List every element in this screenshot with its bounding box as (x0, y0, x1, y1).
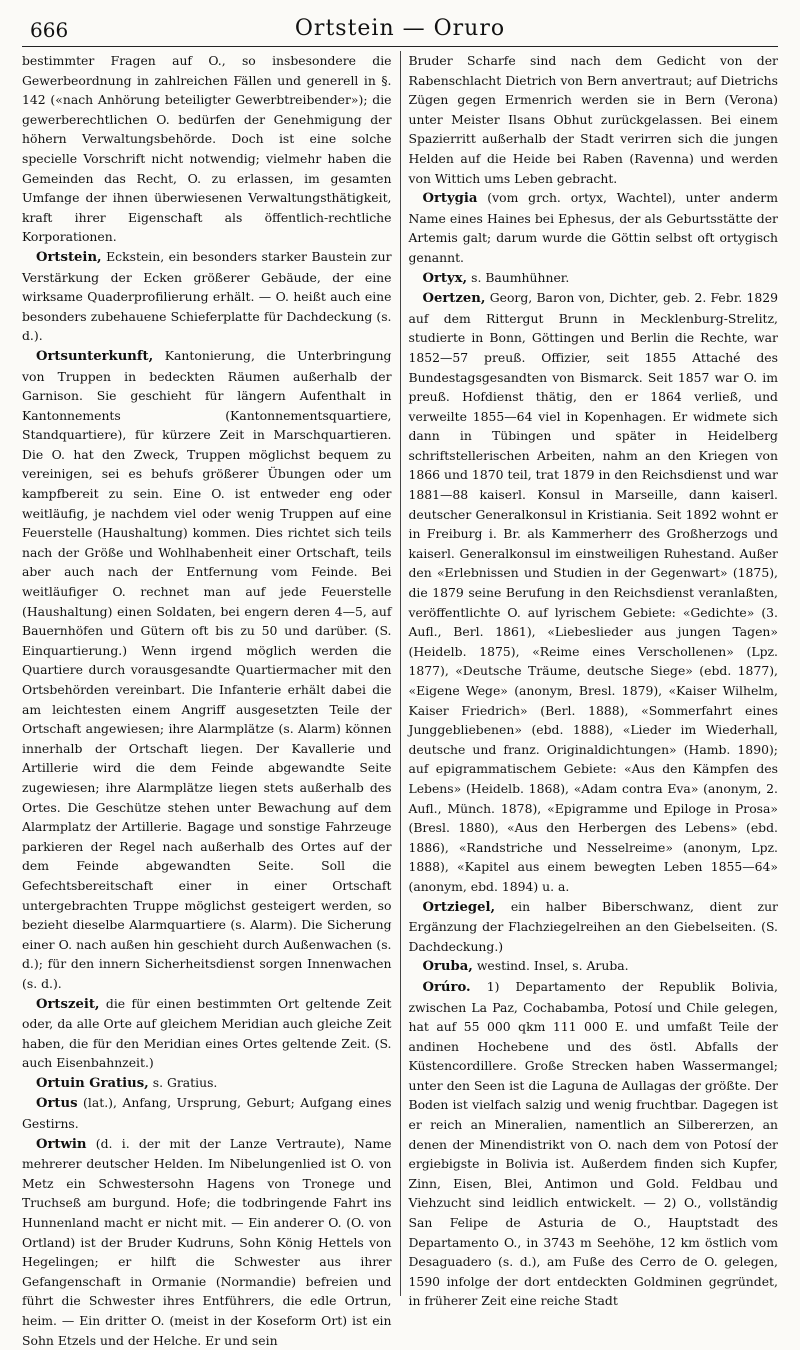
entry-text: Kantonierung, die Unterbringung von Truppen in bedeckten Räumen außerhalb der Garnison. Sie geschieht für längern Aufenthalt in Kantonnements (Kantonnementsquartiere, Standquartiere), für kürzere Zeit in Marschquartieren. Die O. hat den Zweck, Truppen möglichst bequem zu vereinigen, sei es behufs größerer Übungen oder um kampfbereit zu sein. Eine O. ist entweder eng oder weitläufig, je nachdem viel oder wenig Truppen auf eine Feuerstelle (Haushaltung) kommen. Dies richtet sich teils nach der Größe und Wohlhabenheit einer Ortschaft, teils aber auch nach der Entfernung vom Feinde. Bei weitläufiger O. rechnet man auf jede Feuerstelle (Haushaltung) einen Soldaten, bei engern deren 4—5, auf Bauernhöfen und Gütern oft bis zu 50 und darüber. (S. Einquartierung.) Wenn irgend möglich werden die Quartiere durch vorausgesandte Quartiermacher mit den Ortsbehörden vereinbart. Die Infanterie erhält dabei die am leichtesten einem Angriff ausgesetzten Teile der Ortschaft angewiesen; ihre Alarmplätze (s. Alarm) können innerhalb der Ortschaft liegen. Der Kavallerie und Artillerie wird die dem Feinde abgewandte Seite zugewiesen; ihre Alarmplätze liegen stets außerhalb des Ortes. Die Geschütze stehen unter Bewachung auf dem Alarmplatz der Artillerie. Bagage und sonstige Fahrzeuge parkieren der Regel nach außerhalb des Ortes auf der dem Feinde abgewandten Seite. Soll die Gefechtsbereitschaft einer in einer Ortschaft untergebrachten Truppe möglichst gesteigert werden, so bezieht dieselbe Alarmquartiere (s. Alarm). Die Sicherung einer O. nach außen hin geschieht durch Außenwachen (s. d.); für den innern Sicherheitsdienst sorgen Innenwachen (s. d.). (22, 347, 392, 991)
entry-text: Bruder Scharfe sind nach dem Gedicht von der Rabenschlacht Dietrich von Bern anvertraut; auf Dietrichs Zügen gegen Ermenrich werden sie in Bern (Verona) unter Meister Ilsans Obhut zurückgelassen. Bei einem Spazierritt außerhalb der Stadt verirren sich die jungen Helden auf die Heide bei Raben (Ravenna) und werden von Wittich ums Leben gebracht. (408, 53, 778, 186)
dictionary-entry (408, 288, 778, 896)
entry-text: die für einen bestimmten Ort geltende Zeit oder, da alle Orte auf gleichem Meridian auch gleiche Zeit haben, die für den Meridian eines Ortes geltende Zeit. (S. auch Eisenbahnzeit.) (22, 995, 392, 1071)
entry-text: bestimmter Fragen auf O., so insbesondere die Gewerbeordnung in zahlreichen Fällen und generell in §. 142 («nach Anhörung beteiligter Gewerbtreibender»); die gewerberechtlichen O. bedürfen der Genehmigung der höhern Verwaltungsbehörde. Doch ist eine solche specielle Vorschrift nicht notwendig; vielmehr haben die Gemeinden das Recht, O. zu erlassen, im gesamten Umfange der ihnen überwiesenen Verwaltungsthätigkeit, kraft ihrer Eigenschaft als öffentlich-rechtliche Korporationen. (22, 53, 392, 245)
dictionary-entry (22, 1093, 392, 1133)
entry-text: westind. Insel, s. Aruba. (472, 958, 629, 974)
entry-headword: Ortuin Gratius, (36, 1075, 149, 1091)
left-column (22, 51, 392, 1348)
entry-headword: Ortyx, (422, 270, 468, 286)
dictionary-entry (22, 994, 392, 1073)
entry-headword: Ortus (36, 1096, 78, 1112)
entry-headword: Orúro. (422, 979, 471, 995)
dictionary-entry (408, 268, 778, 289)
entry-text: Eckstein, ein besonders starker Baustein zur Verstärkung der Ecken größerer Gebäude, der eine wirksame Quaderprofilierung erhält. — O. heißt auch eine besonders zubehauene Schieferplatte für Dachdeckung (s. d.). (22, 248, 392, 344)
entry-headword: Oertzen, (422, 291, 486, 307)
entry-headword: Ortsunterkunft, (36, 348, 154, 364)
dictionary-entry (22, 1073, 392, 1094)
dictionary-entry (408, 977, 778, 1311)
dictionary-entry (22, 51, 392, 247)
entry-headword: Ortwin (36, 1136, 87, 1152)
entry-text: 1) Departamento der Republik Bolivia, zwischen La Paz, Cochabamba, Potosí und Chile gelegen, hat auf 55 000 qkm 111 000 E. und umfaßt Teile der andinen Hochebene und des östl. Abfalls der Küstencordillere. Große Strecken haben Wassermangel; unter den Seen ist die Laguna de Aullagas der größte. Der Boden ist vielfach salzig und wenig fruchtbar. Dagegen ist er reich an Mineralien, namentlich an Silbererzen, an denen der Minendistrikt von O. nach dem von Potosí der ergiebigste in Bolivia ist. Außerdem finden sich Kupfer, Zinn, Eisen, Blei, Antimon und Gold. Feldbau und Viehzucht sind leidlich entwickelt. — 2) O., vollständig San Felipe de Asturia de O., Hauptstadt des Departamento O., in 3743 m Seehöhe, 12 km östlich vom Desaguadero (s. d.), am Fuße des Cerro de O. gelegen, 1590 infolge der dort entdeckten Goldminen gegründet, in früherer Zeit eine reiche Stadt (408, 978, 778, 1309)
entry-headword: Ortstein, (36, 249, 102, 265)
running-title: Ortstein — Oruro (294, 16, 506, 41)
entry-text: (lat.), Anfang, Ursprung, Geburt; Aufgang eines Gestirns. (22, 1095, 392, 1132)
text-columns (22, 51, 778, 1348)
page-header (22, 10, 778, 47)
entry-headword: Ortziegel, (422, 899, 496, 915)
right-column (408, 51, 778, 1309)
dictionary-entry (408, 51, 778, 188)
dictionary-entry (22, 346, 392, 994)
entry-text: ein halber Biberschwanz, dient zur Ergänzung der Flachziegelreihen an den Giebelseiten. (S. Dachdeckung.) (408, 898, 778, 954)
dictionary-entry (408, 897, 778, 957)
dictionary-entry (22, 247, 392, 346)
entry-text: (d. i. der mit der Lanze Vertraute), Name mehrerer deutscher Helden. Im Nibelungenlied ist O. von Metz ein Schwestersohn Hagens von Tronege und Truchseß am burgund. Hofe; die todbringende Fahrt ins Hunnenland macht er nicht mit. — Ein anderer O. (O. von Ortland) ist der Bruder Kudruns, Sohn König Hettels von Hegelingen; er hilft die Schwester aus ihrer Gefangenschaft in Ormanie (Normandie) befreien und führt die Schwester ihres Entführers, die edle Ortrun, heim. — Ein dritter O. (meist in der Koseform Ort) ist ein Sohn Etzels und der Helche. Er und sein (22, 1135, 392, 1348)
dictionary-entry (22, 1134, 392, 1350)
entry-text: s. Gratius. (148, 1074, 218, 1090)
entry-headword: Oruba, (422, 959, 473, 975)
column-divider (400, 51, 401, 1296)
entry-text: (vom grch. ortyx, Wachtel), unter anderm Name eines Haines bei Ephesus, der als Geburtsstätte der Artemis galt; darum wurde die Göttin selbst oft ortygisch genannt. (408, 190, 778, 265)
page-number: 666 (30, 18, 69, 42)
entry-text: s. Baumhühner. (467, 269, 570, 285)
entry-headword: Ortygia (422, 191, 478, 207)
dictionary-entry (408, 188, 778, 267)
entry-headword: Ortszeit, (36, 996, 100, 1012)
dictionary-entry (408, 956, 778, 977)
entry-text: Georg, Baron von, Dichter, geb. 2. Febr. 1829 auf dem Rittergut Brunn in Mecklenburg-Strelitz, studierte in Bonn, Göttingen und Berlin die Rechte, war 1852—57 preuß. Offizier, seit 1855 Attaché des Bundestagsgesandten von Bismarck. Seit 1857 war O. im preuß. Hofdienst thätig, den er 1864 verließ, und verweilte 1855—64 viel in Kopenhagen. Er widmete sich dann in Tübingen und später in Heidelberg schriftstellerischen Arbeiten, nahm an den Kriegen von 1866 und 1870 teil, trat 1879 in den Reichsdienst und war 1881—88 kaiserl. Konsul in Marseille, dann kaiserl. deutscher Generalkonsul in Kristiania. Seit 1892 wohnt er in Freiburg i. Br. als Kammerherr des Großherzogs und kaiserl. Generalkonsul im einstweiligen Ruhestand. Außer den «Erlebnissen und Studien in der Gegenwart» (1875), die 1879 seine Berufung in den Reichsdienst veranlaßten, veröffentlichte O. auf lyrischem Gebiete: «Gedichte» (3. Aufl., Berl. 1861), «Liebeslieder aus jungen Tagen» (Heidelb. 1875), «Reime eines Verschollenen» (Lpz. 1877), «Deutsche Träume, deutsche Siege» (ebd. 1877), «Eigene Wege» (anonym, Bresl. 1879), «Kaiser Wilhelm, Kaiser Friedrich» (Berl. 1888), «Sommerfahrt eines Junggebliebenen» (ebd. 1888), «Lieder im Wiederhall, deutsche und franz. Originaldichtungen» (Hamb. 1890); auf epigrammatischem Gebiete: «Aus den Kämpfen des Lebens» (Heidelb. 1868), «Adam contra Eva» (anonym, 2. Aufl., Münch. 1878), «Epigramme und Epiloge in Prosa» (Bresl. 1880), «Aus den Herbergen des Lebens» (ebd. 1886), «Randstriche und Nesselreime» (anonym, Lpz. 1888), «Kapitel aus einem bewegten Leben 1855—64» (anonym, ebd. 1894) u. a. (408, 290, 778, 894)
